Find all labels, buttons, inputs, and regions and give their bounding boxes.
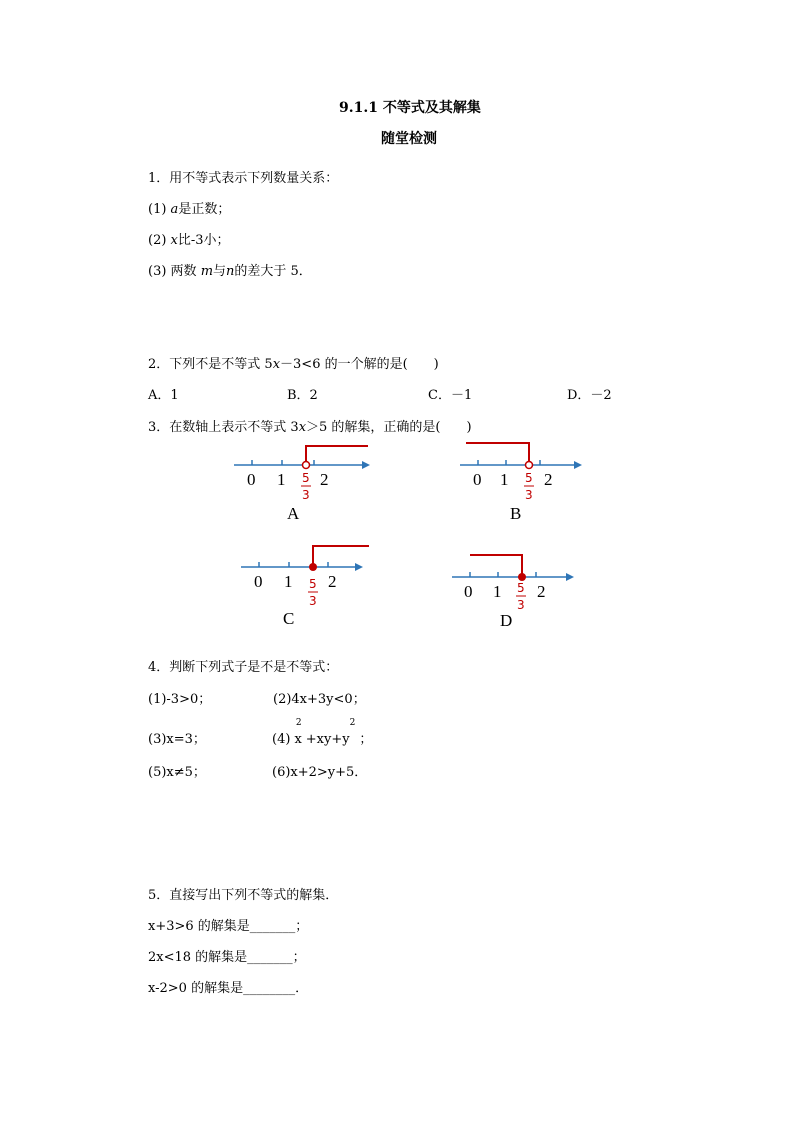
q1-item-3 (148, 260, 312, 279)
tick-label-1: 1 (284, 572, 293, 591)
q4-item-4-mid: +xy+y (301, 732, 350, 747)
q5-item-3 (148, 977, 308, 996)
axis-arrow (362, 461, 370, 469)
number-line-d[interactable] (448, 552, 593, 642)
frac-denominator: 3 (517, 598, 525, 612)
q4-item-6: (6)x+2>y+5． (272, 765, 368, 780)
tick-label-0: 0 (473, 470, 482, 489)
q1-item-2-var: x (170, 233, 178, 248)
q1-item-1-var: a (170, 202, 179, 217)
q2-stem (148, 353, 439, 372)
q4-item-1: (1)-3>0； (148, 692, 212, 707)
q2-option-b[interactable]: B．2 (287, 388, 318, 403)
page-subtitle: 随堂检测 (381, 131, 437, 147)
figure-label-b: B (510, 504, 522, 523)
frac-numerator: 5 (517, 581, 525, 595)
frac-numerator: 5 (302, 471, 310, 485)
frac-denominator: 3 (525, 488, 533, 502)
q2-option-d[interactable]: D．－2 (567, 388, 612, 403)
q5-item-1-expr: x+3>6 的解集是 (148, 919, 250, 934)
frac-denominator: 3 (302, 488, 310, 502)
number-line-c[interactable] (237, 542, 382, 632)
q1-item-3-var2: n (226, 264, 235, 279)
q5-item-2-expr: 2x<18 的解集是 (148, 950, 248, 965)
q5-item-1-end: ； (295, 919, 309, 934)
tick-label-0: 0 (464, 582, 473, 601)
q2-stem-var: x (272, 357, 281, 372)
q3-stem-pre: 3．在数轴上表示不等式 3 (148, 420, 299, 435)
tick-label-1: 1 (500, 470, 509, 489)
q1-item-3-var: m (200, 264, 214, 279)
q1-item-1-post: 是正数； (178, 202, 231, 217)
solution-bracket (306, 446, 368, 465)
tick-label-2: 2 (328, 572, 337, 591)
q5-item-2-end: ； (292, 950, 306, 965)
q4-item-4 (272, 718, 373, 747)
q1-stem: 1．用不等式表示下列数量关系： (148, 171, 339, 186)
axis-arrow (355, 563, 363, 571)
q3-stem (148, 416, 472, 435)
q4-item-5: (5)x≠5； (148, 765, 206, 780)
q1-item-3-mid: 与 (213, 264, 227, 279)
closed-dot (518, 573, 526, 581)
axis-arrow (566, 573, 574, 581)
closed-dot (309, 563, 317, 571)
q3-stem-post: ＞5 的解集，正确的是( ) (306, 420, 472, 435)
tick-label-1: 1 (493, 582, 502, 601)
tick-label-2: 2 (537, 582, 546, 601)
q4-stem: 4．判断下列式子是不是不等式： (148, 660, 339, 675)
number-line-a[interactable] (230, 440, 375, 530)
q1-item-2-post: 比-3小； (177, 233, 230, 248)
q4-item-4-sup-2: 2 (349, 718, 356, 728)
q5-item-2 (148, 946, 306, 965)
solution-bracket (470, 555, 522, 577)
q1-item-3-pre: (3) 两数 (148, 264, 201, 279)
q1-item-1 (148, 198, 230, 217)
figure-label-d: D (500, 611, 513, 630)
solution-bracket (466, 443, 529, 465)
q2-stem-post: －3<6 的一个解的是( ) (280, 357, 439, 372)
q4-item-3: (3)x=3； (148, 732, 206, 747)
solution-bracket (313, 546, 369, 567)
open-dot (303, 462, 310, 469)
q5-item-3-expr: x-2>0 的解集是 (148, 981, 244, 996)
answer-blank-2[interactable]: _______ (247, 950, 293, 965)
page-title: 9.1.1 不等式及其解集 (339, 100, 481, 116)
q2-option-c[interactable]: C．－1 (428, 388, 473, 403)
frac-numerator: 5 (309, 577, 317, 591)
q2-stem-pre: 2．下列不是不等式 5 (148, 357, 273, 372)
tick-label-0: 0 (254, 572, 263, 591)
number-line-b[interactable] (456, 440, 601, 530)
axis-arrow (574, 461, 582, 469)
answer-blank-1[interactable]: _______ (249, 919, 296, 934)
tick-label-0: 0 (247, 470, 256, 489)
q1-item-2-pre: (2) (148, 233, 171, 248)
open-dot (526, 462, 533, 469)
q5-stem: 5．直接写出下列不等式的解集． (148, 888, 339, 903)
tick-label-1: 1 (277, 470, 286, 489)
frac-denominator: 3 (309, 594, 317, 608)
answer-blank-3[interactable]: ________ (243, 981, 296, 996)
figure-label-c: C (283, 609, 295, 628)
figure-label-a: A (287, 504, 300, 523)
tick-label-2: 2 (544, 470, 553, 489)
q2-option-a[interactable]: A．1 (148, 388, 179, 403)
q3-stem-var: x (298, 420, 307, 435)
q4-item-4-sup-1: 2 (295, 718, 302, 728)
q1-item-3-post: 的差大于 5． (234, 264, 312, 279)
frac-numerator: 5 (525, 471, 533, 485)
q1-item-1-pre: (1) (148, 202, 171, 217)
q4-item-4-pre: (4) x (272, 732, 302, 747)
q4-item-2: (2)4x+3y<0； (273, 692, 366, 707)
q5-item-1 (148, 915, 308, 934)
q1-item-2 (148, 229, 230, 248)
q5-item-3-end: ． (295, 981, 309, 996)
q4-item-4-end: ； (355, 732, 373, 747)
tick-label-2: 2 (320, 470, 329, 489)
